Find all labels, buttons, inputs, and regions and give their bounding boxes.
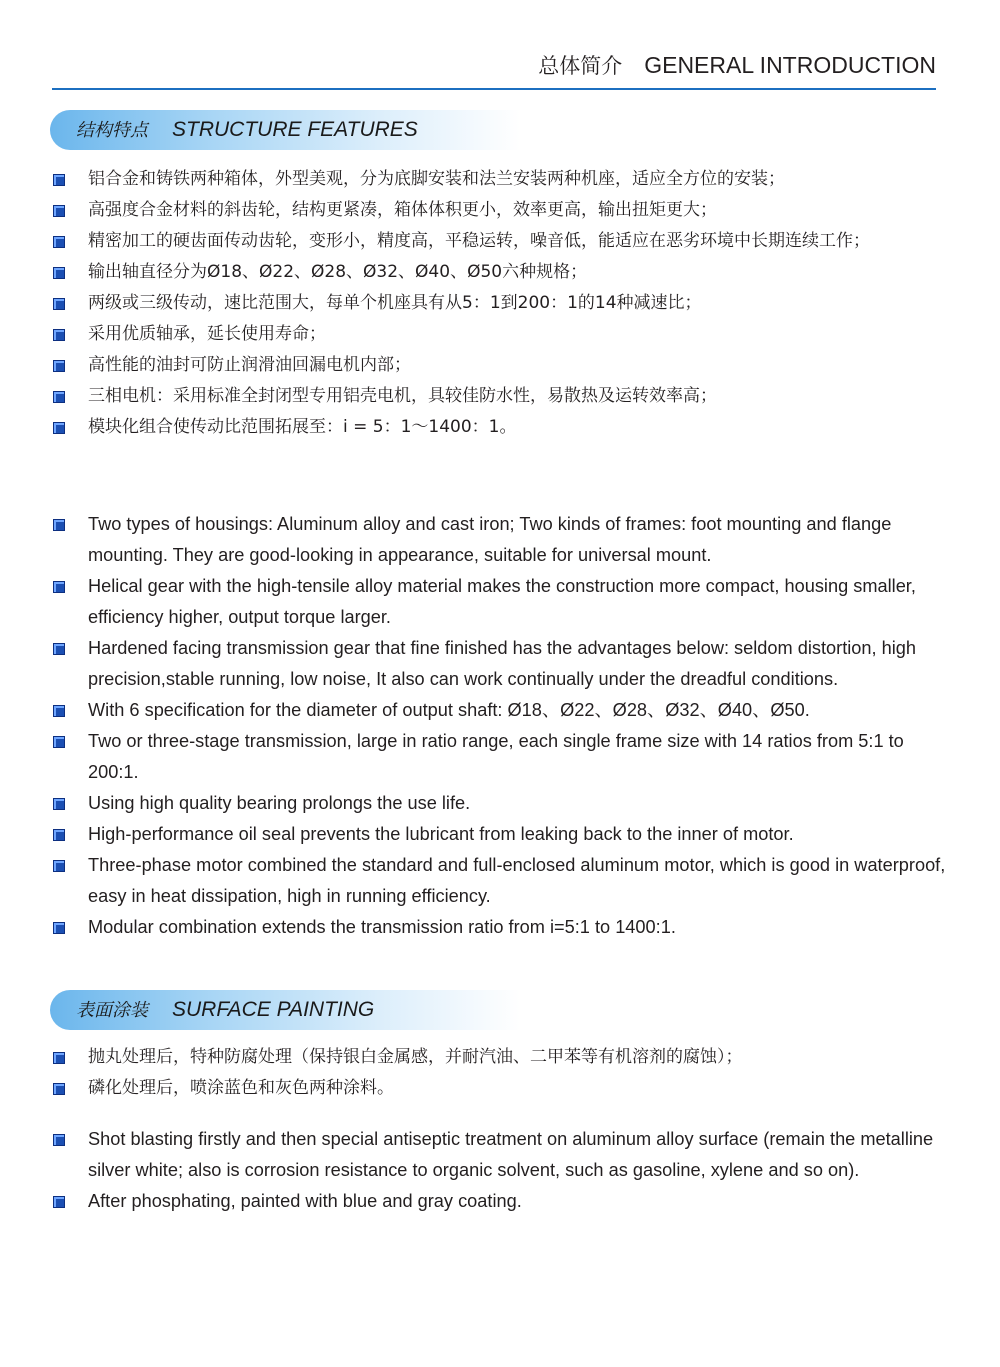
list-item: 模块化组合使传动比范围拓展至：i = 5：1～1400：1。 bbox=[50, 412, 950, 443]
section-title-en: SURFACE PAINTING bbox=[172, 998, 375, 1021]
square-bullet-icon bbox=[53, 236, 65, 248]
square-bullet-icon bbox=[53, 298, 65, 310]
structure-list-en bbox=[50, 509, 950, 943]
list-item: Using high quality bearing prolongs the use life. bbox=[50, 788, 950, 819]
list-item: Modular combination extends the transmission ratio from i=5:1 to 1400:1. bbox=[50, 912, 950, 943]
square-bullet-icon bbox=[53, 705, 65, 717]
square-bullet-icon bbox=[53, 519, 65, 531]
square-bullet-icon bbox=[53, 860, 65, 872]
list-item: 精密加工的硬齿面传动齿轮，变形小，精度高，平稳运转，噪音低，能适应在恶劣环境中长期连续工作； bbox=[50, 226, 950, 257]
list-item: Two or three-stage transmission, large in ratio range, each single frame size with 14 ratios from 5:1 to 200:1. bbox=[50, 726, 950, 788]
section-title-zh: 结构特点 bbox=[76, 120, 148, 141]
list-item: With 6 specification for the diameter of output shaft: Ø18、Ø22、Ø28、Ø32、Ø40、Ø50. bbox=[50, 695, 950, 726]
square-bullet-icon bbox=[53, 581, 65, 593]
square-bullet-icon bbox=[53, 360, 65, 372]
list-item: Hardened facing transmission gear that fine finished has the advantages below: seldom distortion, high precision,stable running, low noise, It also can work continually under the dreadful conditions. bbox=[50, 633, 950, 695]
square-bullet-icon bbox=[53, 829, 65, 841]
square-bullet-icon bbox=[53, 798, 65, 810]
list-item: Three-phase motor combined the standard and full-enclosed aluminum motor, which is good in waterproof, easy in heat dissipation, high in running efficiency. bbox=[50, 850, 950, 912]
page-header bbox=[538, 50, 936, 80]
square-bullet-icon bbox=[53, 329, 65, 341]
square-bullet-icon bbox=[53, 1196, 65, 1208]
section-heading-surface bbox=[50, 990, 520, 1030]
page-title-en: GENERAL INTRODUCTION bbox=[644, 52, 936, 78]
square-bullet-icon bbox=[53, 205, 65, 217]
section-title-zh: 表面涂装 bbox=[76, 1000, 148, 1021]
list-item: Helical gear with the high-tensile alloy material makes the construction more compact, housing smaller, efficiency higher, output torque larger. bbox=[50, 571, 950, 633]
list-item: 采用优质轴承，延长使用寿命； bbox=[50, 319, 950, 350]
square-bullet-icon bbox=[53, 391, 65, 403]
square-bullet-icon bbox=[53, 1052, 65, 1064]
surface-list-zh bbox=[50, 1042, 950, 1104]
structure-list-zh bbox=[50, 164, 950, 443]
list-item: 两级或三级传动，速比范围大，每单个机座具有从5：1到200：1的14种减速比； bbox=[50, 288, 950, 319]
list-item: 铝合金和铸铁两种箱体，外型美观，分为底脚安装和法兰安装两种机座，适应全方位的安装； bbox=[50, 164, 950, 195]
list-item: 高强度合金材料的斜齿轮，结构更紧凑，箱体体积更小，效率更高，输出扭矩更大； bbox=[50, 195, 950, 226]
page-title-zh: 总体简介 bbox=[538, 54, 623, 78]
square-bullet-icon bbox=[53, 922, 65, 934]
list-item: High-performance oil seal prevents the lubricant from leaking back to the inner of motor. bbox=[50, 819, 950, 850]
section-heading-structure bbox=[50, 110, 520, 150]
square-bullet-icon bbox=[53, 1134, 65, 1146]
square-bullet-icon bbox=[53, 422, 65, 434]
list-item: 三相电机：采用标准全封闭型专用铝壳电机，具较佳防水性，易散热及运转效率高； bbox=[50, 381, 950, 412]
section-title-en: STRUCTURE FEATURES bbox=[172, 118, 418, 141]
list-item: 磷化处理后，喷涂蓝色和灰色两种涂料。 bbox=[50, 1073, 950, 1104]
list-item: 输出轴直径分为Ø18、Ø22、Ø28、Ø32、Ø40、Ø50六种规格； bbox=[50, 257, 950, 288]
list-item: 高性能的油封可防止润滑油回漏电机内部； bbox=[50, 350, 950, 381]
list-item: 抛丸处理后，特种防腐处理（保持银白金属感，并耐汽油、二甲苯等有机溶剂的腐蚀）； bbox=[50, 1042, 950, 1073]
list-item: Shot blasting firstly and then special antiseptic treatment on aluminum alloy surface (remain the metalline silver white; also is corrosion resistance to organic solvent, such as gasoline, xylene and so on). bbox=[50, 1124, 950, 1186]
list-item: After phosphating, painted with blue and gray coating. bbox=[50, 1186, 950, 1217]
square-bullet-icon bbox=[53, 174, 65, 186]
square-bullet-icon bbox=[53, 267, 65, 279]
list-item: Two types of housings: Aluminum alloy and cast iron; Two kinds of frames: foot mounting and flange mounting. They are good-looking in appearance, suitable for universal mount. bbox=[50, 509, 950, 571]
square-bullet-icon bbox=[53, 1083, 65, 1095]
square-bullet-icon bbox=[53, 736, 65, 748]
square-bullet-icon bbox=[53, 643, 65, 655]
surface-list-en bbox=[50, 1124, 950, 1217]
header-rule bbox=[52, 88, 936, 90]
